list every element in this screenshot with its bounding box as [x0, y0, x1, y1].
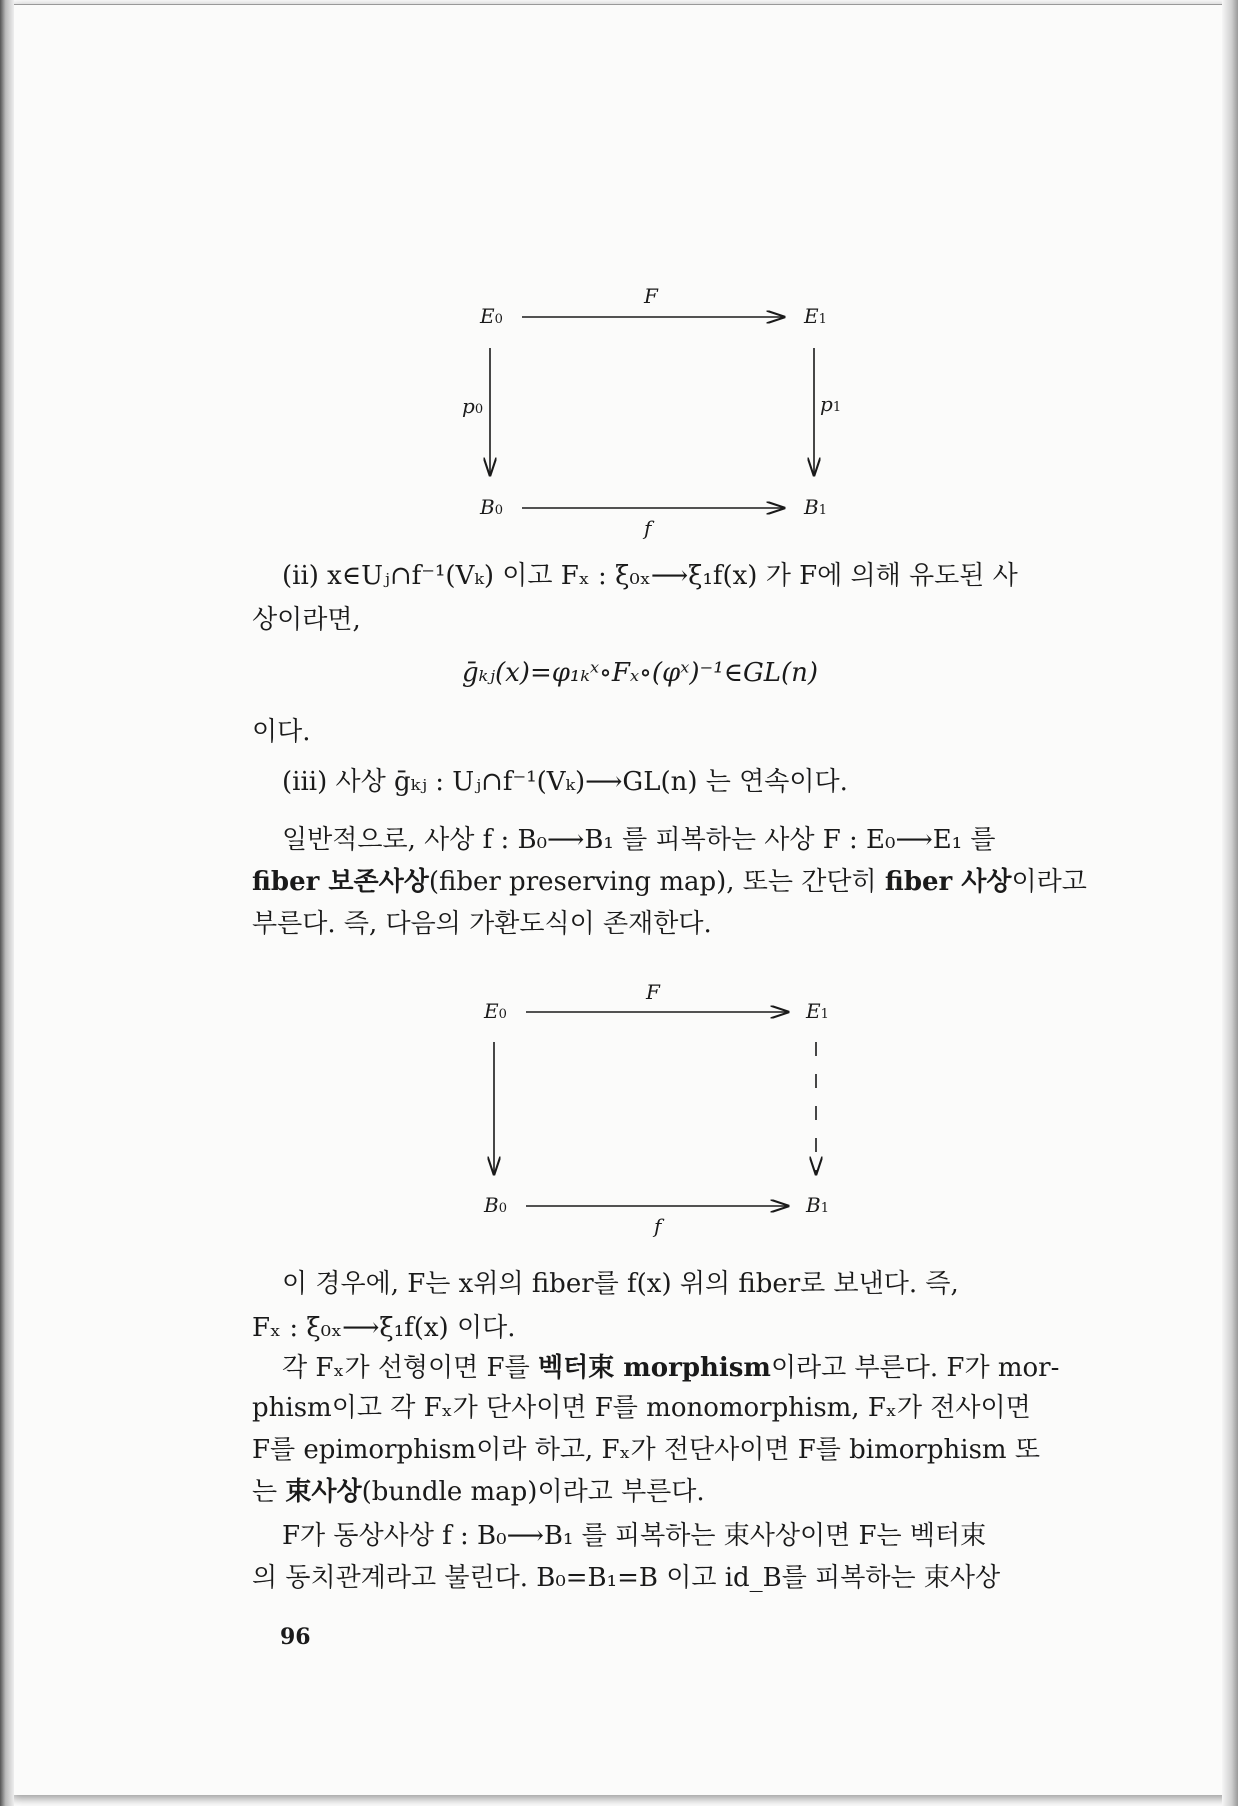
para2-line2: Fₓ : ξ₀ₓ⟶ξ₁f(x) 이다.	[252, 1313, 516, 1343]
item-ii-line2: 상이라면,	[252, 605, 361, 635]
item-iii: (iii) 사상 ḡₖⱼ : Uⱼ∩f⁻¹(Vₖ)⟶GL(n) 는 연속이다.	[282, 767, 848, 797]
para3-line4: 는 束사상(bundle map)이라고 부른다.	[252, 1477, 705, 1507]
fiber-preserving-term: fiber 보존사상	[252, 867, 429, 897]
fiber-map-term: fiber 사상	[884, 867, 1012, 897]
para4-line1: F가 동상사상 f : B₀⟶B₁ 를 피복하는 束사상이면 F는 벡터束	[282, 1521, 987, 1551]
diagram1-right-label: p1	[820, 392, 842, 416]
para3-line1: 각 Fₓ가 선형이면 F를 벡터束 morphism이라고 부른다. F가 mor-	[282, 1353, 1060, 1383]
para4-line2: 의 동치관계라고 불린다. B₀=B₁=B 이고 id_B를 피복하는 束사상	[252, 1563, 1001, 1593]
diagram1-bottom-label: f	[644, 516, 652, 540]
para3-line2: phism이고 각 Fₓ가 단사이면 F를 monomorphism, Fₓ가 전사이면	[252, 1393, 1031, 1423]
bundle-map-term: 束사상	[285, 1477, 362, 1507]
page-number: 96	[280, 1624, 311, 1650]
vector-bundle-morphism-term: 벡터束 morphism	[537, 1353, 771, 1383]
diagram1-E1: E1	[804, 304, 827, 328]
para1-line2: fiber 보존사상(fiber preserving map), 또는 간단히 fiber 사상이라고	[252, 867, 1087, 897]
item-ii-line1: (ii) x∈Uⱼ∩f⁻¹(Vₖ) 이고 Fₓ : ξ₀ₓ⟶ξ₁f(x) 가 F에 의해 유도된 사	[282, 561, 1018, 591]
para1-line3: 부른다. 즉, 다음의 가환도식이 존재한다.	[252, 909, 712, 939]
diagram2-top-label: F	[646, 980, 660, 1004]
para2-line1: 이 경우에, F는 x위의 fiber를 f(x) 위의 fiber로 보낸다. 즉,	[282, 1269, 959, 1299]
diagram1-B0: B0	[480, 495, 503, 519]
diagram2-E1: E1	[806, 999, 829, 1023]
para1-line1: 일반적으로, 사상 f : B₀⟶B₁ 를 피복하는 사상 F : E₀⟶E₁ 를	[282, 825, 996, 855]
para3-line3: F를 epimorphism이라 하고, Fₓ가 전단사이면 F를 bimorphism 또	[252, 1435, 1040, 1465]
diagram1-B1: B1	[804, 495, 827, 519]
diagram1-top-label: F	[644, 284, 658, 308]
diagram2-E0: E0	[484, 999, 507, 1023]
diagram1-left-label: p0	[462, 394, 484, 418]
item-ii-formula: ḡₖⱼ(x)=φ₁ₖˣ∘Fₓ∘(φˣ)⁻¹∈GL(n)	[462, 658, 819, 688]
diagram1-E0: E0	[480, 304, 503, 328]
diagram2-B1: B1	[806, 1193, 829, 1217]
diagram2-bottom-label: f	[654, 1214, 662, 1238]
ida-text: 이다.	[252, 717, 311, 747]
diagram2-B0: B0	[484, 1193, 507, 1217]
